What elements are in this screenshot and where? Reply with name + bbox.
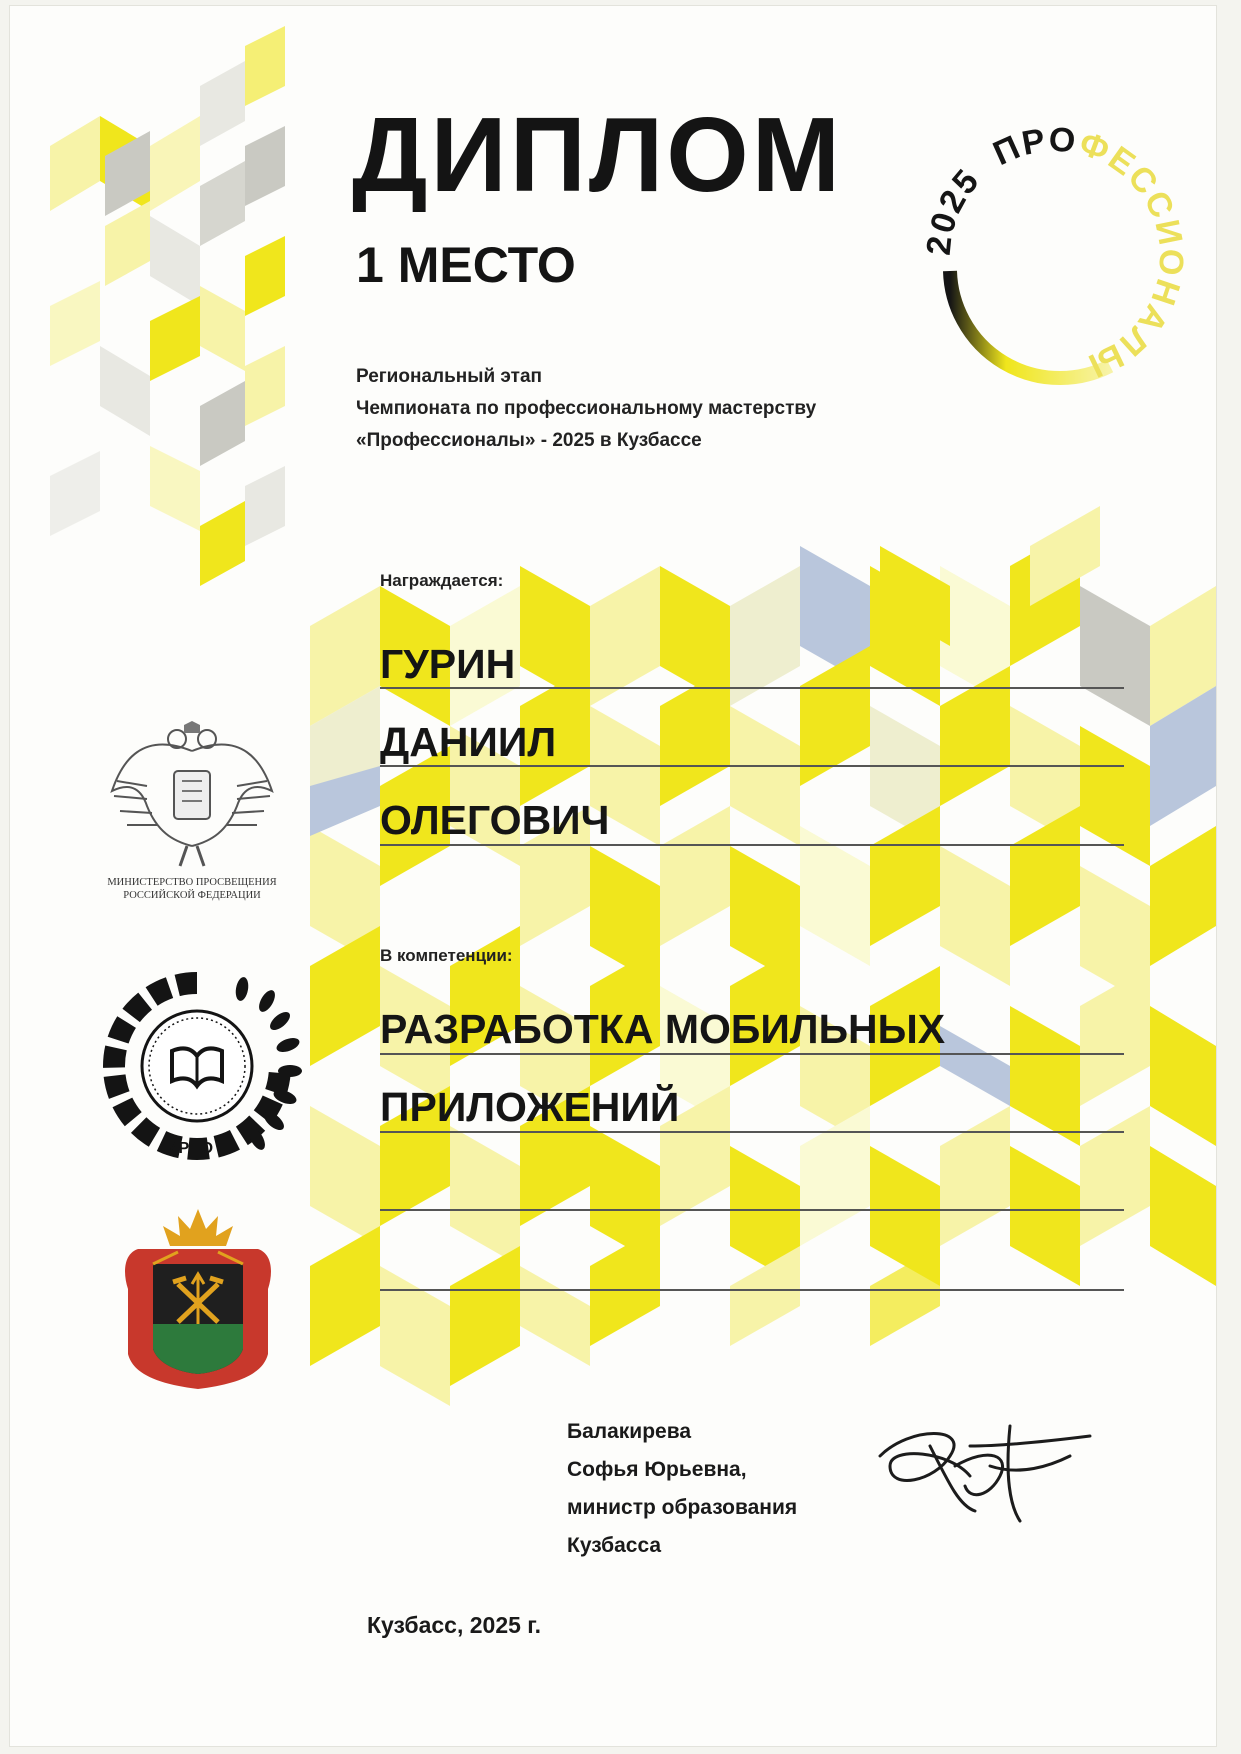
recipient-name: ДАНИИЛ — [380, 719, 557, 765]
place-heading: 1 МЕСТО — [356, 237, 576, 293]
line-rule — [380, 1289, 1124, 1291]
line-rule — [380, 1209, 1124, 1211]
diploma-title: ДИПЛОМ — [352, 96, 844, 214]
competence-line: ПРИЛОЖЕНИЙ — [380, 1084, 680, 1130]
signer-line: Балакирева — [567, 1420, 692, 1443]
line-rule — [380, 765, 1124, 767]
left-column-pattern — [50, 26, 285, 586]
awarded-label: Награждается: — [380, 571, 504, 590]
ministry-eagle-emblem — [102, 721, 282, 871]
irpo-label: ИРПО — [166, 1140, 214, 1157]
event-line: «Профессионалы» - 2025 в Кузбассе — [356, 430, 702, 451]
ring-arc — [950, 271, 1110, 378]
ring-text: 2025 ПРОФЕССИОНАЛЫ — [919, 120, 1191, 386]
signer-block — [567, 1413, 797, 1565]
signer-line: Софья Юрьевна, — [567, 1458, 747, 1481]
signature — [880, 1426, 1090, 1521]
competence-line: РАЗРАБОТКА МОБИЛЬНЫХ — [380, 1006, 946, 1052]
line-rule — [380, 687, 1124, 689]
signer-line: министр образования — [567, 1496, 798, 1519]
event-line: Региональный этап — [356, 366, 543, 387]
championship-ring-logo — [910, 106, 1210, 386]
irpo-emblem — [92, 961, 302, 1171]
diploma-sheet — [10, 6, 1216, 1746]
competence-label: В компетенции: — [380, 946, 513, 965]
line-rule — [380, 1053, 1124, 1055]
event-line: Чемпионата по профессиональному мастерству — [356, 398, 817, 419]
line-rule — [380, 1131, 1124, 1133]
recipient-surname: ГУРИН — [380, 641, 516, 687]
line-rule — [380, 844, 1124, 846]
event-description — [356, 361, 916, 457]
recipient-patronymic: ОЛЕГОВИЧ — [380, 797, 610, 843]
signer-line: Кузбасса — [567, 1534, 662, 1557]
kuzbass-coat-of-arms — [118, 1204, 278, 1394]
footer-place-date: Кузбасс, 2025 г. — [367, 1612, 541, 1638]
ministry-caption: МИНИСТЕРСТВО ПРОСВЕЩЕНИЯ РОССИЙСКОЙ ФЕДЕРАЦИИ — [107, 877, 277, 901]
